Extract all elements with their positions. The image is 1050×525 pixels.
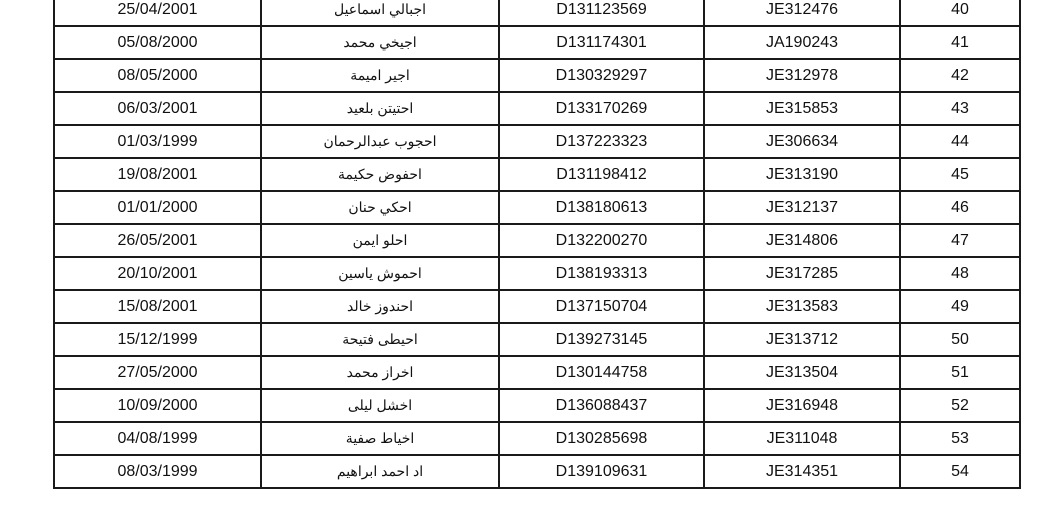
candidates-table-container bbox=[53, 0, 1019, 489]
student-code-cell: JE313583 bbox=[704, 290, 900, 323]
full-name-cell: احندوز خالد bbox=[261, 290, 499, 323]
birth-date-cell: 26/05/2001 bbox=[54, 224, 261, 257]
birth-date-cell: 15/08/2001 bbox=[54, 290, 261, 323]
id-number-cell: D130329297 bbox=[499, 59, 704, 92]
birth-date-cell: 01/03/1999 bbox=[54, 125, 261, 158]
id-number-cell: D137150704 bbox=[499, 290, 704, 323]
id-number-cell: D130144758 bbox=[499, 356, 704, 389]
id-number-cell: D138180613 bbox=[499, 191, 704, 224]
table-row bbox=[54, 125, 1020, 158]
birth-date-cell: 06/03/2001 bbox=[54, 92, 261, 125]
row-number-cell: 54 bbox=[900, 455, 1020, 488]
student-code-cell: JE314351 bbox=[704, 455, 900, 488]
full-name-cell: احجوب عبدالرحمان bbox=[261, 125, 499, 158]
candidates-table bbox=[53, 0, 1021, 489]
row-number-cell: 49 bbox=[900, 290, 1020, 323]
student-code-cell: JE315853 bbox=[704, 92, 900, 125]
table-row bbox=[54, 224, 1020, 257]
full-name-cell: اخياط صفية bbox=[261, 422, 499, 455]
row-number-cell: 46 bbox=[900, 191, 1020, 224]
birth-date-cell: 27/05/2000 bbox=[54, 356, 261, 389]
id-number-cell: D133170269 bbox=[499, 92, 704, 125]
row-number-cell: 40 bbox=[900, 0, 1020, 26]
table-row bbox=[54, 158, 1020, 191]
student-code-cell: JA190243 bbox=[704, 26, 900, 59]
full-name-cell: احيطى فتيحة bbox=[261, 323, 499, 356]
birth-date-cell: 19/08/2001 bbox=[54, 158, 261, 191]
student-code-cell: JE312137 bbox=[704, 191, 900, 224]
birth-date-cell: 04/08/1999 bbox=[54, 422, 261, 455]
id-number-cell: D139273145 bbox=[499, 323, 704, 356]
table-row bbox=[54, 191, 1020, 224]
full-name-cell: اد احمد ابراهيم bbox=[261, 455, 499, 488]
row-number-cell: 42 bbox=[900, 59, 1020, 92]
row-number-cell: 44 bbox=[900, 125, 1020, 158]
row-number-cell: 47 bbox=[900, 224, 1020, 257]
birth-date-cell: 01/01/2000 bbox=[54, 191, 261, 224]
id-number-cell: D136088437 bbox=[499, 389, 704, 422]
full-name-cell: اجيخي محمد bbox=[261, 26, 499, 59]
student-code-cell: JE316948 bbox=[704, 389, 900, 422]
row-number-cell: 48 bbox=[900, 257, 1020, 290]
birth-date-cell: 05/08/2000 bbox=[54, 26, 261, 59]
id-number-cell: D130285698 bbox=[499, 422, 704, 455]
table-row bbox=[54, 92, 1020, 125]
id-number-cell: D137223323 bbox=[499, 125, 704, 158]
row-number-cell: 50 bbox=[900, 323, 1020, 356]
id-number-cell: D139109631 bbox=[499, 455, 704, 488]
table-row bbox=[54, 257, 1020, 290]
birth-date-cell: 08/05/2000 bbox=[54, 59, 261, 92]
full-name-cell: اجبالي اسماعيل bbox=[261, 0, 499, 26]
birth-date-cell: 08/03/1999 bbox=[54, 455, 261, 488]
row-number-cell: 53 bbox=[900, 422, 1020, 455]
id-number-cell: D131123569 bbox=[499, 0, 704, 26]
full-name-cell: احموش ياسين bbox=[261, 257, 499, 290]
student-code-cell: JE313504 bbox=[704, 356, 900, 389]
birth-date-cell: 20/10/2001 bbox=[54, 257, 261, 290]
row-number-cell: 45 bbox=[900, 158, 1020, 191]
birth-date-cell: 15/12/1999 bbox=[54, 323, 261, 356]
birth-date-cell: 10/09/2000 bbox=[54, 389, 261, 422]
full-name-cell: احفوض حكيمة bbox=[261, 158, 499, 191]
student-code-cell: JE306634 bbox=[704, 125, 900, 158]
full-name-cell: اخشل ليلى bbox=[261, 389, 499, 422]
table-row bbox=[54, 59, 1020, 92]
student-code-cell: JE313190 bbox=[704, 158, 900, 191]
student-code-cell: JE312978 bbox=[704, 59, 900, 92]
full-name-cell: احلو ايمن bbox=[261, 224, 499, 257]
id-number-cell: D138193313 bbox=[499, 257, 704, 290]
id-number-cell: D131174301 bbox=[499, 26, 704, 59]
student-code-cell: JE312476 bbox=[704, 0, 900, 26]
full-name-cell: احتيتن بلعيد bbox=[261, 92, 499, 125]
full-name-cell: اخراز محمد bbox=[261, 356, 499, 389]
row-number-cell: 43 bbox=[900, 92, 1020, 125]
full-name-cell: اجير اميمة bbox=[261, 59, 499, 92]
table-row bbox=[54, 290, 1020, 323]
table-row bbox=[54, 455, 1020, 488]
id-number-cell: D132200270 bbox=[499, 224, 704, 257]
table-row bbox=[54, 26, 1020, 59]
student-code-cell: JE314806 bbox=[704, 224, 900, 257]
birth-date-cell: 25/04/2001 bbox=[54, 0, 261, 26]
row-number-cell: 52 bbox=[900, 389, 1020, 422]
full-name-cell: احكي حنان bbox=[261, 191, 499, 224]
student-code-cell: JE313712 bbox=[704, 323, 900, 356]
table-row bbox=[54, 356, 1020, 389]
row-number-cell: 41 bbox=[900, 26, 1020, 59]
table-body bbox=[54, 0, 1020, 488]
table-row bbox=[54, 323, 1020, 356]
id-number-cell: D131198412 bbox=[499, 158, 704, 191]
table-row bbox=[54, 422, 1020, 455]
student-code-cell: JE311048 bbox=[704, 422, 900, 455]
table-row bbox=[54, 389, 1020, 422]
row-number-cell: 51 bbox=[900, 356, 1020, 389]
table-row bbox=[54, 0, 1020, 26]
student-code-cell: JE317285 bbox=[704, 257, 900, 290]
